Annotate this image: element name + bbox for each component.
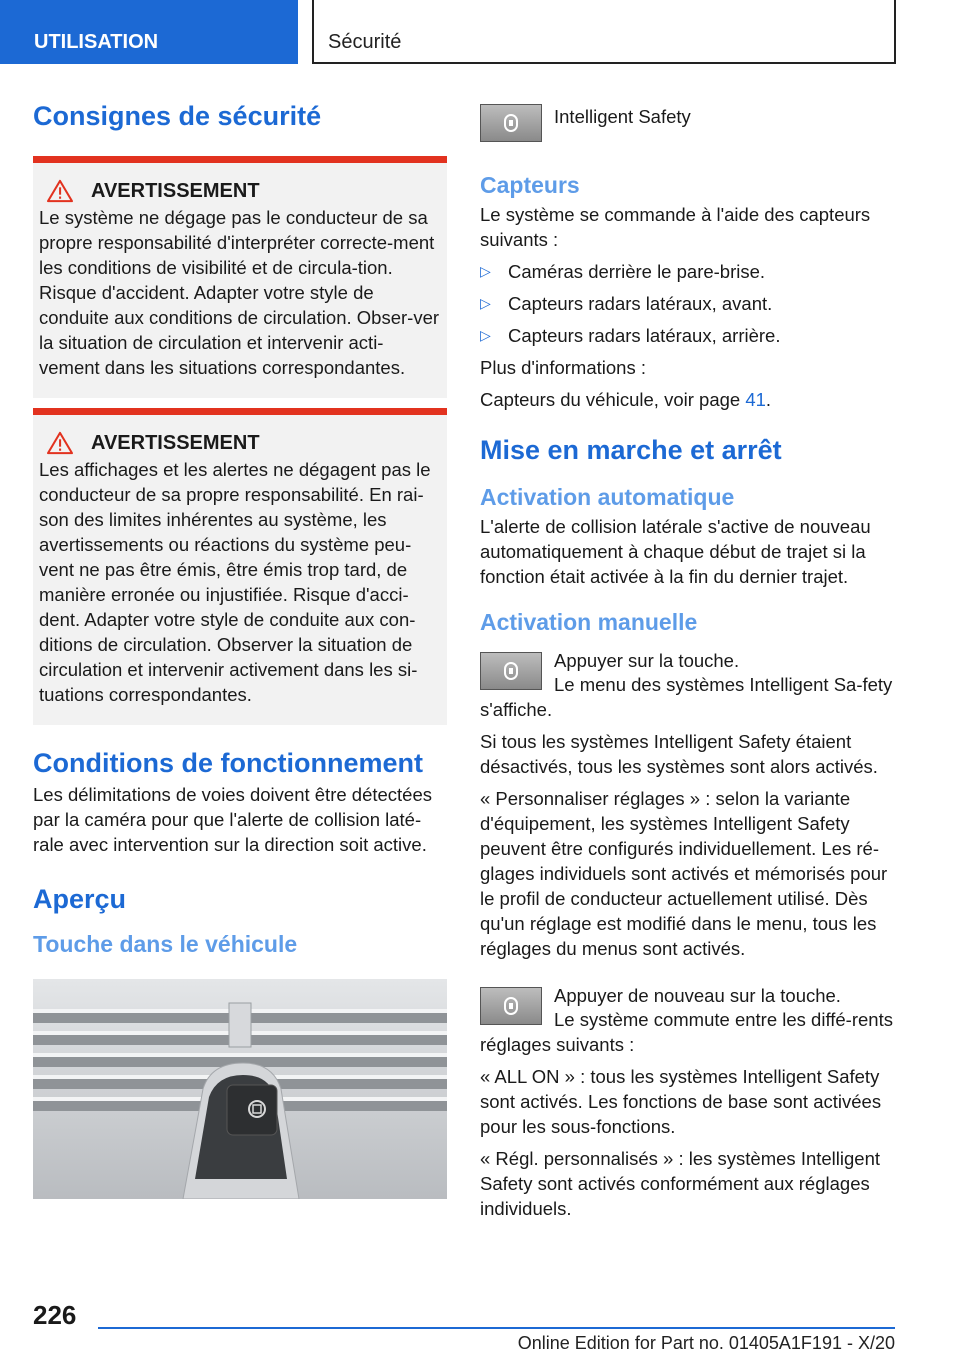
section-tab: UTILISATION xyxy=(0,0,298,64)
bullet-triangle-icon: ▷ xyxy=(480,326,491,343)
list-item: ▷ Caméras derrière le pare-brise. xyxy=(480,260,766,282)
bullet-triangle-icon: ▷ xyxy=(480,262,491,279)
all-off-text: Si tous les systèmes Intelligent Safety étaient désactivés, tous les systèmes sont alors activés. xyxy=(480,731,878,778)
press-key-text: Appuyer sur la touche. xyxy=(554,650,740,672)
icon-caption: Intelligent Safety xyxy=(554,106,691,127)
heading-conditions: Conditions de fonctionnement xyxy=(33,748,423,779)
bullet-triangle-icon: ▷ xyxy=(480,294,491,311)
footer-rule xyxy=(98,1327,895,1329)
vehicle-grille-image xyxy=(33,979,447,1199)
press-again-text: Appuyer de nouveau sur la touche. xyxy=(554,985,841,1007)
sensors-reference: Capteurs du véhicule, voir page 41. xyxy=(480,388,772,410)
list-item: ▷ Capteurs radars latéraux, arrière. xyxy=(480,324,781,346)
warning-text-2: Les affichages et les alertes ne dégagent pas le conducteur de sa propre responsabilité. En rai-son des limites inhérentes au système, les avertissements ou réactions du système peu-vent ne pas être émis, être émis trop tard, de manière erronée ou injustifiée. Risque d'acci-dent. Adapter votre style de conduite aux con-ditions de circulation. Observer la situation de circulation et intervenir activement dans les si-tuations correspondantes. xyxy=(39,459,431,706)
intelligent-safety-button-icon xyxy=(480,104,542,142)
heading-overview: Aperçu xyxy=(33,883,127,914)
list-item: ▷ Capteurs radars latéraux, avant. xyxy=(480,292,773,314)
chapter-title: Sécurité xyxy=(312,0,896,64)
personalize-text: « Personnaliser réglages » : selon la variante d'équipement, les systèmes Intelligent Safety peuvent être configurés individuellement. Les ré-glages individuels sont activés et mémorisés pour le profil de conducteur actuellement utilisé. Dès qu'un réglage est modifié dans le menu, tous les réglages du menus sont activés. xyxy=(480,788,888,960)
intelligent-safety-button-icon xyxy=(480,987,542,1025)
warning-box-1 xyxy=(33,156,447,398)
left-column xyxy=(33,100,447,1199)
heading-on-off: Mise en marche et arrêt xyxy=(480,434,782,465)
more-info-label: Plus d'informations : xyxy=(480,356,646,378)
intelligent-safety-row xyxy=(480,100,895,142)
heading-safety: Consignes de sécurité xyxy=(33,101,322,131)
switch-settings-text: Le système commute entre les diffé-rents réglages suivants : xyxy=(480,1009,893,1056)
warning-text-1: Le système ne dégage pas le conducteur de sa propre responsabilité d'interpréter correcte-ment les conditions de visibilité et de circula-tion. Risque d'accident. Adapter votre style de conduite aux conditions de circulation. Obser-ver la situation de circulation et intervenir acti-vement dans les situations correspondantes. xyxy=(39,207,440,379)
warning-label: AVERTISSEMENT xyxy=(91,179,260,202)
heading-manual-activation: Activation manuelle xyxy=(480,608,698,635)
warning-header xyxy=(45,179,441,203)
page-number: 226 xyxy=(33,1300,77,1330)
right-column xyxy=(480,100,895,1221)
all-on-text: « ALL ON » : tous les systèmes Intelligent Safety sont activés. Les fonctions de base sont activées pour les sous-fonctions. xyxy=(480,1066,882,1138)
edition-footer: Online Edition for Part no. 01405A1F191 - X/20 xyxy=(517,1333,895,1353)
sensors-intro: Le système se commande à l'aide des capteurs suivants : xyxy=(480,203,871,250)
conditions-text: Les délimitations de voies doivent être détectées par la caméra pour que l'alerte de collision laté-rale avec intervention sur la direction soit active. xyxy=(33,783,433,855)
page-link-41[interactable]: 41 xyxy=(745,388,766,410)
warning-label: AVERTISSEMENT xyxy=(91,431,260,454)
warning-header xyxy=(45,431,441,455)
heading-sensors: Capteurs xyxy=(480,172,580,198)
menu-appears-text: Le menu des systèmes Intelligent Sa-fety s'affiche. xyxy=(480,674,893,721)
custom-settings-text: « Régl. personnalisés » : les systèmes Intelligent Safety sont activés conformément aux réglages individuels. xyxy=(480,1148,881,1220)
intelligent-safety-button-icon xyxy=(480,652,542,690)
vehicle-button-photo xyxy=(33,979,447,1199)
heading-auto-activation: Activation automatique xyxy=(480,483,735,510)
auto-activation-text: L'alerte de collision latérale s'active de nouveau automatiquement à chaque début de trajet si la fonction était activée à la fin du dernier trajet. xyxy=(480,515,871,587)
warning-triangle-icon xyxy=(45,431,75,455)
warning-box-2 xyxy=(33,408,447,725)
warning-triangle-icon xyxy=(45,179,75,203)
heading-button-in-vehicle: Touche dans le véhicule xyxy=(33,931,298,958)
